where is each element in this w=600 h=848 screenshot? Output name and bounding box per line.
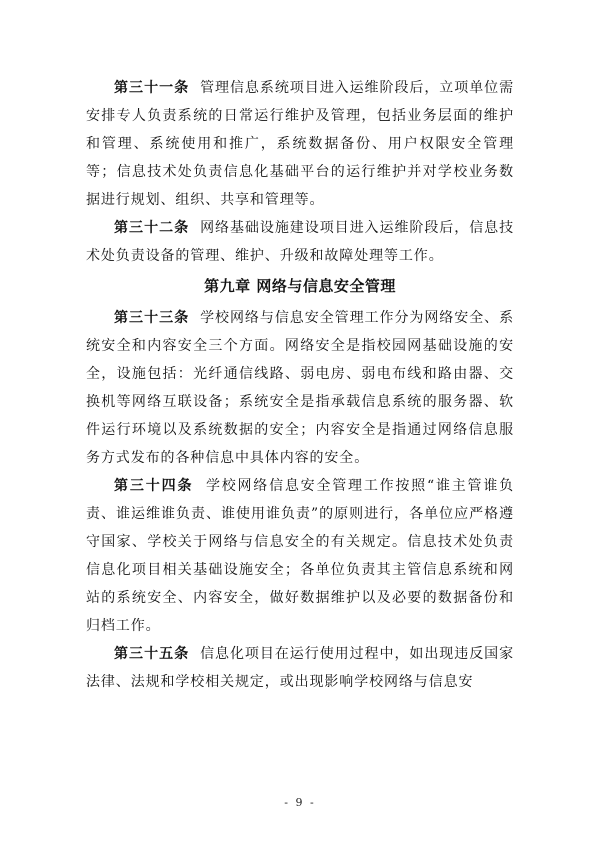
article-33-title: 第三十三条 [114, 310, 190, 326]
article-35 [86, 640, 514, 696]
article-31 [86, 74, 514, 214]
document-body [86, 74, 514, 696]
article-32-text: 网络基础设施建设项目进入运维阶段后，信息技术处负责设备的管理、维护、升级和故障处理等工作。 [86, 220, 515, 264]
page-number: - 9 - [284, 796, 316, 809]
article-31-title: 第三十一条 [114, 80, 190, 96]
article-33 [86, 304, 514, 472]
article-32-title: 第三十二条 [114, 220, 190, 236]
article-35-text: 信息化项目在运行使用过程中，如出现违反国家法律、法规和学校相关规定，或出现影响学校网络与信息安 [86, 646, 515, 690]
article-31-text: 管理信息系统项目进入运维阶段后，立项单位需安排专人负责系统的日常运行维护及管理，包括业务层面的维护和管理、系统使用和推广，系统数据备份、用户权限安全管理等；信息技术处负责信息化基础平台的运行维护并对学校业务数据进行规划、组织、共享和管理等。 [86, 80, 515, 208]
article-34-title: 第三十四条 [114, 478, 194, 494]
article-34 [86, 472, 514, 640]
article-32 [86, 214, 514, 270]
article-33-text: 学校网络与信息安全管理工作分为网络安全、系统安全和内容安全三个方面。网络安全是指校园网基础设施的安全，设施包括：光纤通信线路、弱电房、弱电布线和路由器、交换机等网络互联设备；系统安全是指承载信息系统的服务器、软件运行环境以及系统数据的安全；内容安全是指通过网络信息服务方式发布的各种信息中具体内容的安全。 [86, 310, 515, 466]
article-34-text: 学校网络信息安全管理工作按照“谁主管谁负责、谁运维谁负责、谁使用谁负责”的原则进行，各单位应严格遵守国家、学校关于网络与信息安全的有关规定。信息技术处负责信息化项目相关基础设施安全；各单位负责其主管信息系统和网站的系统安全、内容安全，做好数据维护以及必要的数据备份和归档工作。 [86, 478, 515, 634]
article-35-title: 第三十五条 [114, 646, 190, 662]
chapter-heading: 第九章 网络与信息安全管理 [204, 277, 396, 295]
